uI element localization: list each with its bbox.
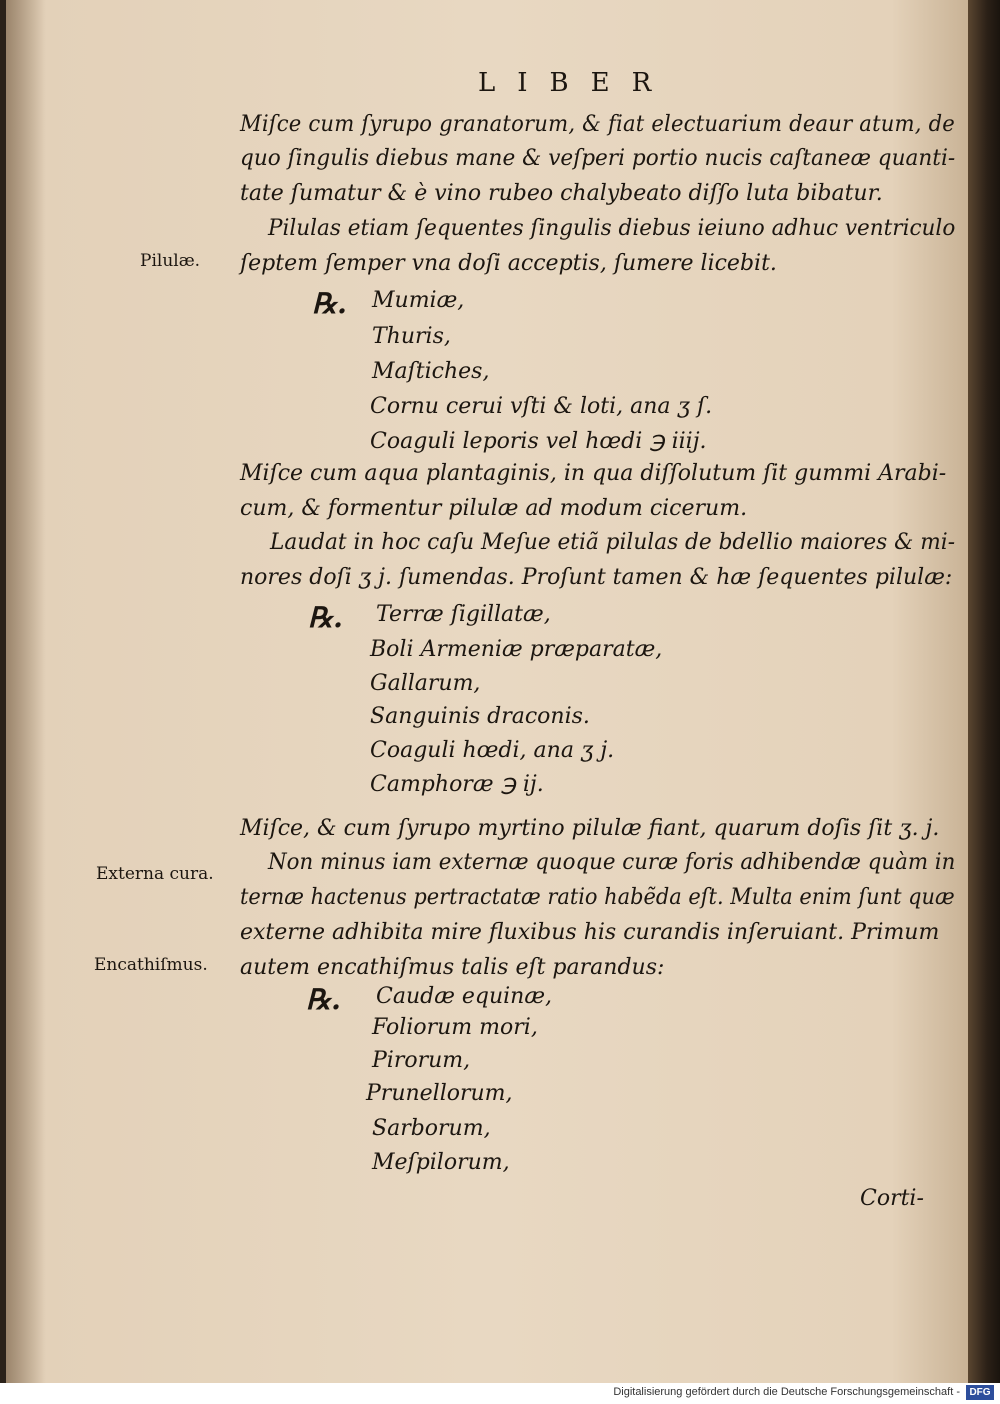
margin-note-encathismus: Encathiſmus. xyxy=(94,955,208,975)
recipe-ingredient: Coaguli hœdi, ana ʒ j. xyxy=(370,738,615,763)
recipe-mark: ℞. xyxy=(312,287,347,320)
recipe-ingredient: Boli Armeniæ præparatæ, xyxy=(370,637,663,662)
catchword: Corti- xyxy=(860,1186,924,1211)
recipe-mark: ℞. xyxy=(306,983,341,1016)
margin-note-externa-cura: Externa cura. xyxy=(96,864,214,884)
text-line: nores doſi ʒ j. ſumendas. Proſunt tamen & hæ ſequentes pilulæ: xyxy=(240,565,953,590)
footer-credit: Digitalisierung gefördert durch die Deutsche Forschungsgemeinschaft - xyxy=(613,1386,960,1398)
text-line: Miſce cum aqua plantaginis, in qua diſſolutum ſit gummi Arabi- xyxy=(240,461,947,486)
text-line: cum, & formentur pilulæ ad modum cicerum. xyxy=(240,496,748,521)
text-line: Laudat in hoc caſu Meſue etiã pilulas de bdellio maiores & mi- xyxy=(270,530,956,555)
book-edge xyxy=(968,0,1000,1383)
text-line: ternæ hactenus pertractatæ ratio habẽda eſt. Multa enim ſunt quæ xyxy=(240,885,955,910)
footer-bar xyxy=(0,1383,1000,1404)
recipe-mark: ℞. xyxy=(308,601,343,634)
text-line: quo ſingulis diebus mane & veſperi portio nucis caſtaneæ quanti- xyxy=(240,146,956,171)
recipe-ingredient: Prunellorum, xyxy=(366,1081,513,1106)
dfg-logo: DFG xyxy=(966,1385,994,1400)
recipe-ingredient: Sanguinis draconis. xyxy=(370,704,590,729)
text-line: Non minus iam externæ quoque curæ foris adhibendæ quàm in xyxy=(268,850,956,875)
recipe-ingredient: Mumiæ, xyxy=(372,288,465,313)
recipe-ingredient: Meſpilorum, xyxy=(372,1150,510,1175)
recipe-ingredient: Gallarum, xyxy=(370,671,481,696)
gutter-shadow xyxy=(6,0,46,1383)
text-line: Pilulas etiam ſequentes ſingulis diebus ieiuno adhuc ventriculo xyxy=(268,216,956,241)
recipe-ingredient: Terræ ſigillatæ, xyxy=(376,602,551,627)
recipe-ingredient: Caudæ equinæ, xyxy=(376,984,553,1009)
recipe-ingredient: Pirorum, xyxy=(372,1048,471,1073)
recipe-ingredient: Cornu cerui vſti & loti, ana ʒ ſ. xyxy=(370,394,713,419)
text-line: Miſce cum ſyrupo granatorum, & fiat electuarium deaur atum, de xyxy=(240,112,955,137)
text-line: autem encathiſmus talis eſt parandus: xyxy=(240,955,665,980)
recipe-ingredient: Foliorum mori, xyxy=(372,1015,538,1040)
margin-note-pilulae: Pilulæ. xyxy=(140,251,201,271)
paper-page xyxy=(6,0,968,1383)
running-head: LIBER xyxy=(478,68,674,98)
recipe-ingredient: Maſtiches, xyxy=(372,359,490,384)
text-line: ſeptem ſemper vna doſi acceptis, ſumere licebit. xyxy=(240,251,777,276)
text-line: Miſce, & cum ſyrupo myrtino pilulæ fiant, quarum doſis ſit ʒ. j. xyxy=(240,816,940,841)
recipe-ingredient: Sarborum, xyxy=(372,1116,491,1141)
text-line: tate ſumatur & è vino rubeo chalybeato diſſo luta bibatur. xyxy=(240,181,883,206)
recipe-ingredient: Coaguli leporis vel hœdi ℈ iiij. xyxy=(370,429,707,454)
recipe-ingredient: Thuris, xyxy=(372,324,451,349)
text-line: externe adhibita mire fluxibus his curandis inſeruiant. Primum xyxy=(240,920,940,945)
recipe-ingredient: Camphoræ ℈ ij. xyxy=(370,772,544,797)
